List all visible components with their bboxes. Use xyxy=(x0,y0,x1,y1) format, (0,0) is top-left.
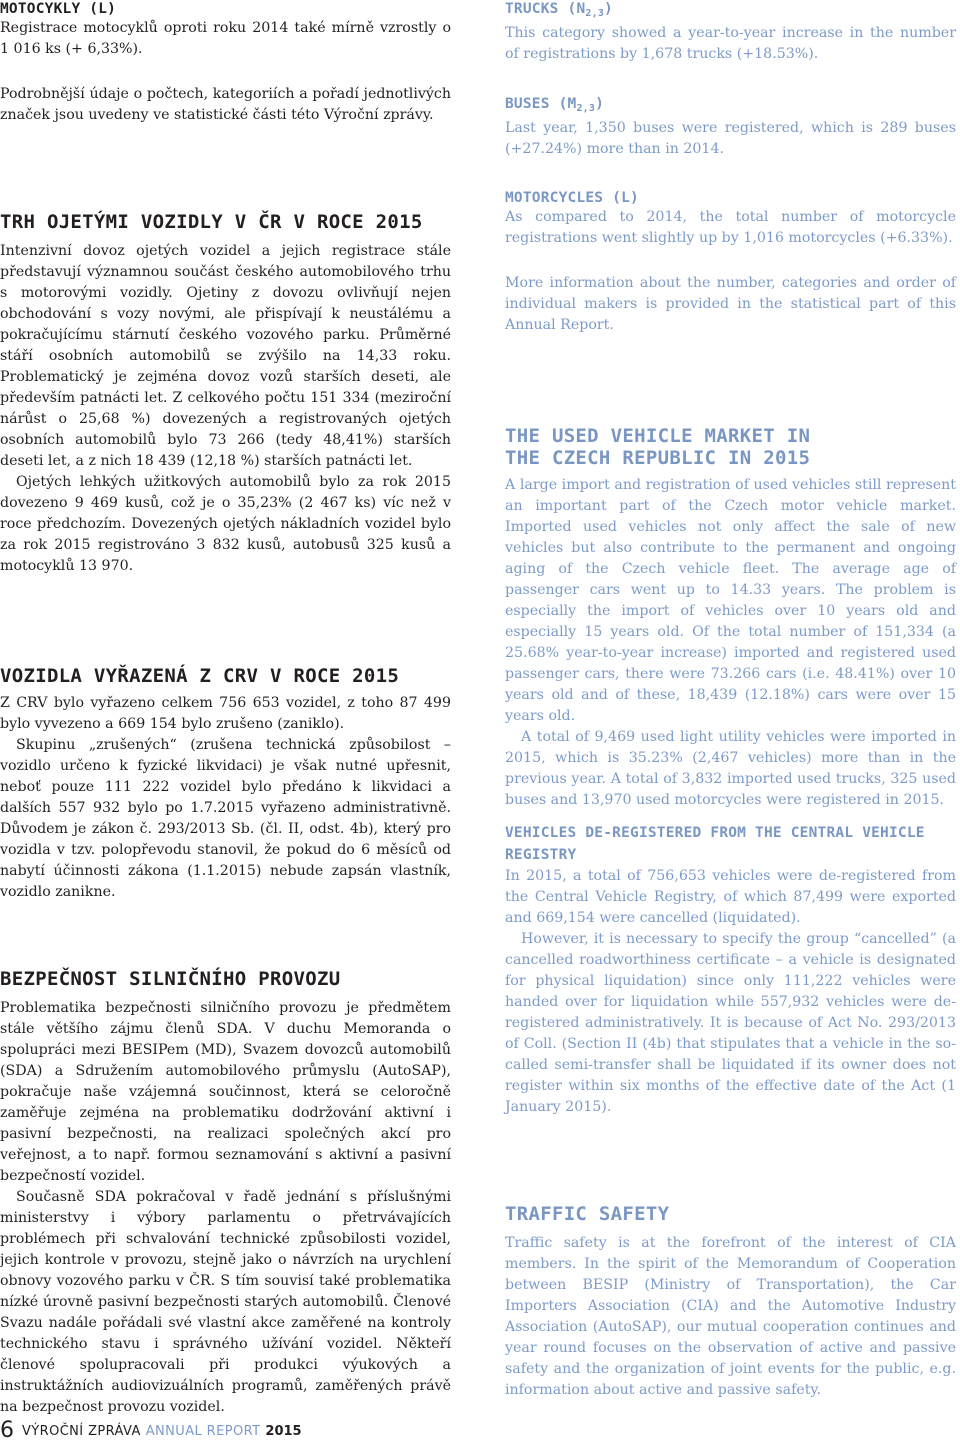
paragraph: Z CRV bylo vyřazeno celkem 756 653 vozidel, z toho 87 499 bylo vyvezeno a 669 154 bylo zrušeno (zaniklo). xyxy=(0,695,451,732)
section-heading: TRH OJETÝMI VOZIDLY V ČR V ROCE 2015 xyxy=(0,211,423,233)
footer-label-cz: VÝROČNÍ ZPRÁVA xyxy=(22,1424,141,1439)
paragraph: A total of 9,469 used light utility vehicles were imported in 2015, which is 35.23% (2,467 vehicles) more than in the previous year. A total of 3,832 imported used trucks, 325 used buses and 13,970 used motorcycles were registered in 2015. xyxy=(505,729,956,808)
paragraph: Skupinu „zrušených“ (zrušena technická způsobilost – vozidlo určeno k fyzické likvidaci) je však nutné upřesnit, neboť pouze 111 222 vozidel bylo předáno k likvidaci a dalších 557 932 bylo po 1.7.2015 vyřazeno administrativně. Důvodem je zákon č. 293/2013 Sb. (čl. II, odst. 4b), který pro vozidla v tzv. polopřevodu stanovil, že pokud do 6 měsíců od nabytí účinnosti zákona (1.1.2015) nebude zapsán vlastník, vozidlo zanikne. xyxy=(0,737,451,900)
section-heading: MOTOCYKLY (L) xyxy=(0,1,117,17)
section-heading: VOZIDLA VYŘAZENÁ Z CRV V ROCE 2015 xyxy=(0,665,400,687)
footer-label-en: ANNUAL REPORT xyxy=(145,1424,261,1439)
paragraph: Problematika bezpečnosti silničního provozu je předmětem stále většího zájmu členů SDA. V duchu Memoranda o spolupráci mezi BESIPem (MD), Svazem dovozců automobilů (SDA) a Sdružením automobilového průmyslu (AutoSAP), pokračuje naše vzájemná součinnost, která se celoročně zaměřuje zejména na problematiku dodržování aktivní i pasivní bezpečnosti, na realizaci společných akcí pro veřejnost, a to např. formou seznamování s aktivní a pasivní bezpečností vozidel. xyxy=(0,1000,451,1184)
details-note xyxy=(0,84,451,126)
section-deregistered-cz xyxy=(0,665,451,903)
paragraph: Last year, 1,350 buses were registered, which is 289 buses (+27.24%) more than in 2014. xyxy=(505,120,956,157)
paragraph: In 2015, a total of 756,653 vehicles were de-registered from the Central Vehicle Registry, of which 87,499 were exported and 669,154 were cancelled (liquidated). xyxy=(505,868,956,926)
section-heading: BUSES $(M_{2,3})$ xyxy=(505,96,605,114)
paragraph: Současně SDA pokračoval v řadě jednání s příslušnými ministerstvy i výbory parlamentu o přetrvávajících problémech při schvalování technické způsobilosti vozidel, jejich kontrole v provozu, stejně jako o návrzích na urychlení obnovy vozového parku v ČR. S tím souvisí také problematika nízké úrovně pasivní bezpečnosti starých automobilů. Členové Svazu nadále pořádali své vlastní akce zaměřené na kontroly technického stavu i správného užívání vozidel. Někteří členové spolupracovali při produkci výukových a instruktážních audiovizuálních programů, zaměřených právě na bezpečnost provozu vozidel. xyxy=(0,1189,451,1415)
page-number: 6 xyxy=(0,1418,14,1443)
section-heading: THE USED VEHICLE MARKET IN THE CZECH REPUBLIC IN 2015 xyxy=(505,425,811,469)
section-heading: BEZPEČNOST SILNIČNÍHO PROVOZU xyxy=(0,968,341,990)
section-motocykly xyxy=(0,0,451,60)
section-safety-en xyxy=(505,1203,956,1401)
section-heading: TRUCKS $(N_{2,3})$ xyxy=(505,1,613,19)
page-footer xyxy=(0,1418,302,1443)
section-trucks xyxy=(505,0,956,65)
paragraph: Intenzivní dovoz ojetých vozidel a jejich registrace stále představují významnou součást českého automobilového trhu s motorovými vozidly. Ojetiny z dovozu ovlivňují nejen obchodování s vozy novými, ale přispívají k neustálému a pokračujícímu stárnutí českého vozového parku. Průměrné stáří osobních automobilů se zvýšilo na 14,33 roku. Problematický je zejména dovoz vozů starších deseti, ale především patnácti let. Z celkového počtu 151 334 (meziroční nárůst o 25,68 %) dovezených a registrovaných ojetých osobních automobilů bylo 73 266 (tedy 48,41%) starších deseti let, a z nich 18 439 (12,18 %) starších patnácti let. xyxy=(0,243,451,469)
paragraph: Podrobnější údaje o počtech, kategoriích a pořadí jednotlivých značek jsou uvedeny ve statistické části této Výroční zprávy. xyxy=(0,86,451,123)
paragraph: Ojetých lehkých užitkových automobilů bylo za rok 2015 dovezeno 9 469 kusů, což je o 35,23% (2 467 ks) víc než v roce předchozím. Dovezených ojetých nákladních vozidel bylo za rok 2015 registrováno 3 832 kusů, autobusů 325 kusů a motocyklů 13 970. xyxy=(0,474,451,574)
paragraph: Registrace motocyklů oproti roku 2014 také mírně vzrostly o 1 016 ks (+ 6,33%). xyxy=(0,20,451,57)
paragraph: More information about the number, categories and order of individual makers is provided in the statistical part of this Annual Report. xyxy=(505,275,956,333)
section-deregistered-en xyxy=(505,822,956,1118)
section-safety-cz xyxy=(0,968,451,1418)
section-used-market-en xyxy=(505,425,956,811)
paragraph: As compared to 2014, the total number of motorcycle registrations went slightly up by 1,016 motorcycles (+6.33%). xyxy=(505,209,956,246)
paragraph: A large import and registration of used vehicles still represent an important part of the Czech motor vehicle market. Imported used vehicles not only affect the sale of new vehicles but also contribute to the permanent and ongoing aging of the Czech vehicle fleet. The average age of passenger cars went up to 14.33 years. The problem is especially the import of vehicles over 10 years old and especially 15 years old. Of the total number of 151,334 (a 25.68% year-to-year increase) imported and registered used passenger cars, there were 73.266 cars (i.e. 48.41%) over 10 years old and of these, 18,439 (12.18%) cars were over 15 years old. xyxy=(505,477,956,724)
section-motorcycles xyxy=(505,189,956,249)
section-heading: TRAFFIC SAFETY xyxy=(505,1203,670,1225)
section-used-market-cz xyxy=(0,211,451,577)
section-buses xyxy=(505,95,956,160)
footer-year: 2015 xyxy=(265,1424,302,1439)
section-heading: VEHICLES DE-REGISTERED FROM THE CENTRAL VEHICLE REGISTRY xyxy=(505,825,925,863)
paragraph: This category showed a year-to-year increase in the number of registrations by 1,678 trucks (+18.53%). xyxy=(505,25,956,62)
paragraph: Traffic safety is at the forefront of the interest of CIA members. In the spirit of the Memorandum of Cooperation between BESIP (Ministry of Transportation), the Car Importers Association (CIA) and the Automotive Industry Association (AutoSAP), our mutual cooperation continues and year round focuses on the observation of active and passive safety and the organization of joint events for the public, e.g. information about active and passive safety. xyxy=(505,1235,956,1398)
details-note-en xyxy=(505,273,956,336)
section-heading: MOTORCYCLES (L) xyxy=(505,190,639,206)
paragraph: However, it is necessary to specify the group “cancelled” (a cancelled roadworthiness certificate – a vehicle is designated for physical liquidation) since only 111,222 vehicles were handed over for liquidation while 557,932 vehicles were de-registered administratively. It is because of Act No. 293/2013 of Coll. (Section II (4b) that stipulates that a vehicle in the so-called semi-transfer shall be liquidated if its owner does not register within six months of the effective date of the Act (1 January 2015). xyxy=(505,931,956,1115)
